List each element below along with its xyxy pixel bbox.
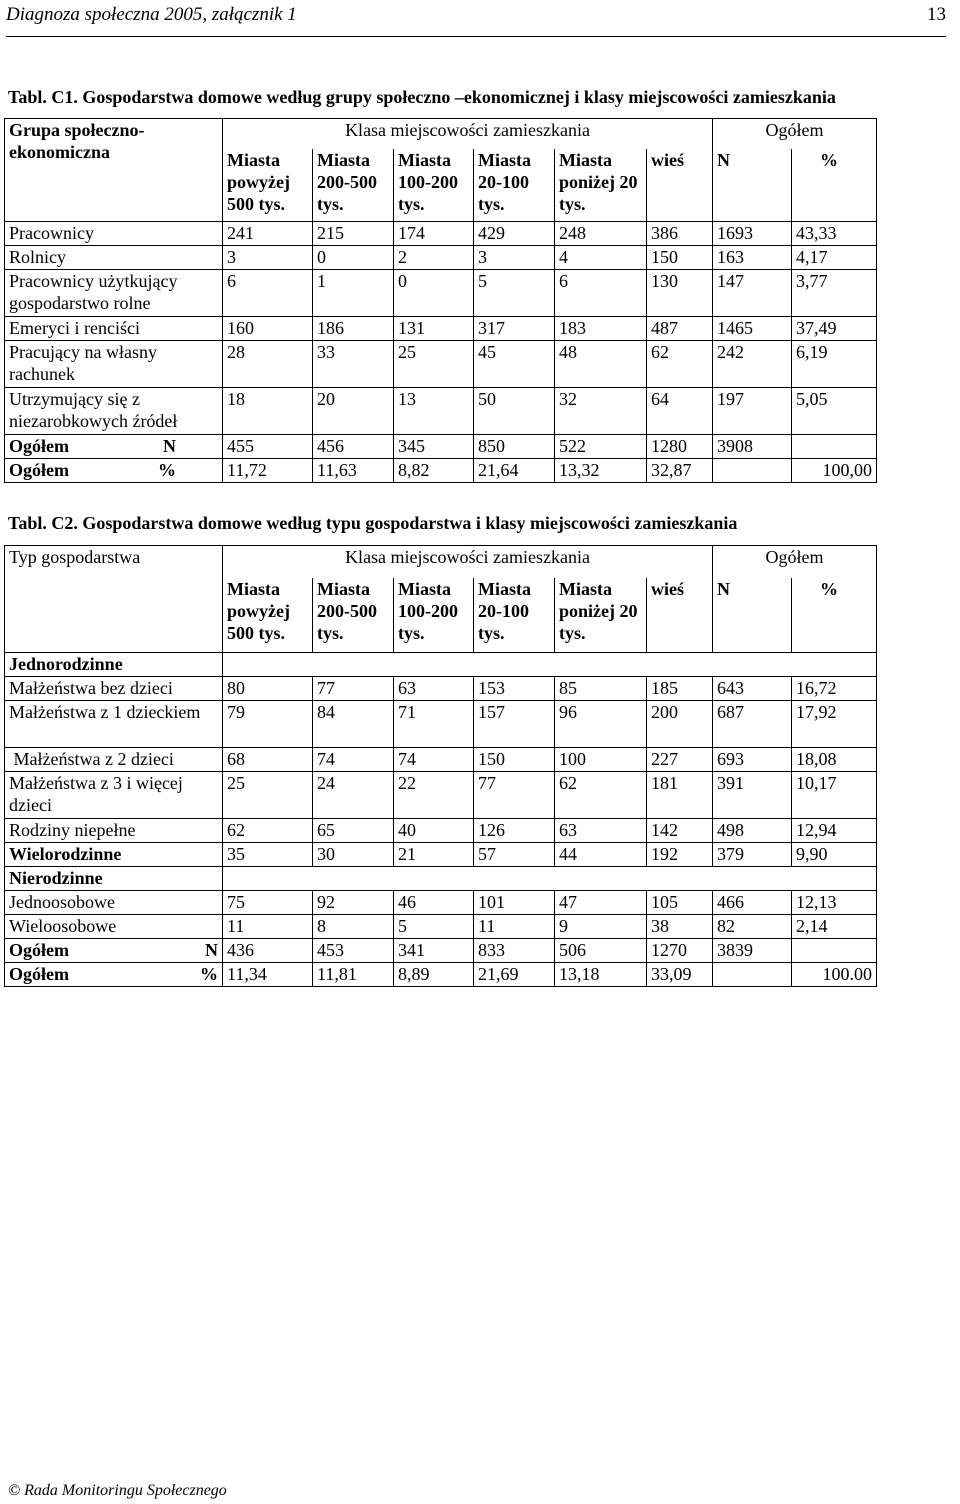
cell: 13 [394, 388, 474, 435]
cell: 455 [223, 435, 313, 459]
cell: 850 [474, 435, 555, 459]
cell: 85 [555, 677, 647, 701]
cell: 131 [394, 317, 474, 341]
table2-col-header: wieś [647, 578, 713, 653]
cell [713, 963, 792, 987]
cell: 215 [313, 222, 394, 246]
table2-col-header: Miasta powyżej 500 tys. [223, 578, 313, 653]
cell: 436 [223, 939, 313, 963]
cell: 18 [223, 388, 313, 435]
cell: 3 [474, 246, 555, 270]
cell: 153 [474, 677, 555, 701]
cell: 693 [713, 748, 792, 772]
footer-copyright: © Rada Monitoringu Społecznego [8, 1482, 227, 1499]
table1-col-header: Miasta 20-100 tys. [474, 149, 555, 222]
table-row [5, 388, 877, 435]
row-label: Małżeństwa z 1 dzieckiem [5, 701, 223, 748]
total-label [5, 435, 223, 459]
cell: 40 [394, 819, 474, 843]
total-unit: N [205, 940, 218, 960]
total-unit: % [200, 964, 218, 984]
cell: 192 [647, 843, 713, 867]
cell: 62 [223, 819, 313, 843]
table2 [4, 545, 877, 987]
cell: 25 [394, 341, 474, 388]
table2-col-header: % [792, 578, 877, 653]
cell: 248 [555, 222, 647, 246]
cell: 487 [647, 317, 713, 341]
cell: 1 [313, 270, 394, 317]
cell [792, 939, 877, 963]
total-label [5, 459, 223, 483]
row-label: Utrzymujący się z niezarobkowych źródeł [5, 388, 223, 435]
cell: 43,33 [792, 222, 877, 246]
cell: 6 [555, 270, 647, 317]
total-label-text: Ogółem [9, 940, 69, 960]
cell: 186 [313, 317, 394, 341]
row-label: Emeryci i renciści [5, 317, 223, 341]
cell: 242 [713, 341, 792, 388]
row-label: Pracownicy [5, 222, 223, 246]
cell: 163 [713, 246, 792, 270]
cell: 50 [474, 388, 555, 435]
cell: 3839 [713, 939, 792, 963]
cell: 18,08 [792, 748, 877, 772]
row-label: Pracownicy użytkujący gospodarstwo rolne [5, 270, 223, 317]
cell: 32 [555, 388, 647, 435]
cell: 105 [647, 891, 713, 915]
table1-class-header: Klasa miejscowości zamieszkania [223, 119, 713, 149]
cell: 466 [713, 891, 792, 915]
cell: 11 [223, 915, 313, 939]
table1-col-header: Miasta 200-500 tys. [313, 149, 394, 222]
cell: 9,90 [792, 843, 877, 867]
cell: 13,18 [555, 963, 647, 987]
page-header-title: Diagnoza społeczna 2005, załącznik 1 [6, 4, 297, 25]
cell: 227 [647, 748, 713, 772]
cell: 25 [223, 772, 313, 819]
table1-total-header: Ogółem [713, 119, 877, 149]
cell: 157 [474, 701, 555, 748]
cell: 1280 [647, 435, 713, 459]
total-unit: % [158, 460, 176, 480]
cell: 30 [313, 843, 394, 867]
cell: 5,05 [792, 388, 877, 435]
table-row [5, 748, 877, 772]
cell: 10,17 [792, 772, 877, 819]
table1-caption-text: Gospodarstwa domowe według grupy społeczno –ekonomicznej i klasy miejscowości zamieszkania [77, 87, 836, 107]
table-row [5, 677, 877, 701]
cell: 6 [223, 270, 313, 317]
cell: 2 [394, 246, 474, 270]
cell: 74 [313, 748, 394, 772]
cell: 68 [223, 748, 313, 772]
cell: 64 [647, 388, 713, 435]
total-row [5, 939, 877, 963]
cell: 1270 [647, 939, 713, 963]
cell: 3908 [713, 435, 792, 459]
cell: 37,49 [792, 317, 877, 341]
cell: 6,19 [792, 341, 877, 388]
cell: 456 [313, 435, 394, 459]
table-row [5, 246, 877, 270]
cell: 8,89 [394, 963, 474, 987]
total-label [5, 939, 223, 963]
section-row [5, 867, 877, 891]
cell: 21,69 [474, 963, 555, 987]
cell: 8 [313, 915, 394, 939]
total-row [5, 459, 877, 483]
table-row [5, 341, 877, 388]
cell: 150 [647, 246, 713, 270]
section-label: Nierodzinne [5, 867, 223, 891]
row-label: Wieloosobowe [5, 915, 223, 939]
cell: 317 [474, 317, 555, 341]
cell: 24 [313, 772, 394, 819]
total-unit: N [163, 436, 176, 456]
row-label: Rodziny niepełne [5, 819, 223, 843]
cell: 74 [394, 748, 474, 772]
cell: 9 [555, 915, 647, 939]
cell: 16,72 [792, 677, 877, 701]
table2-total-header: Ogółem [713, 546, 877, 578]
cell: 4,17 [792, 246, 877, 270]
cell: 0 [394, 270, 474, 317]
row-label: Małżeństwa z 3 i więcej dzieci [5, 772, 223, 819]
table1-caption [8, 87, 836, 108]
cell: 100.00 [792, 963, 877, 987]
table1-col-header: % [792, 149, 877, 222]
cell: 79 [223, 701, 313, 748]
cell: 100 [555, 748, 647, 772]
cell: 379 [713, 843, 792, 867]
cell: 2,14 [792, 915, 877, 939]
table2-type-header: Typ gospodarstwa [5, 546, 223, 653]
cell: 22 [394, 772, 474, 819]
cell: 28 [223, 341, 313, 388]
cell: 453 [313, 939, 394, 963]
cell: 11 [474, 915, 555, 939]
cell: 12,13 [792, 891, 877, 915]
cell: 65 [313, 819, 394, 843]
cell: 643 [713, 677, 792, 701]
cell: 13,32 [555, 459, 647, 483]
table-row [5, 915, 877, 939]
total-label-text: Ogółem [9, 964, 69, 984]
cell [713, 459, 792, 483]
cell: 32,87 [647, 459, 713, 483]
cell: 100,00 [792, 459, 877, 483]
cell: 71 [394, 701, 474, 748]
table1-col-header: Miasta poniżej 20 tys. [555, 149, 647, 222]
cell: 33 [313, 341, 394, 388]
cell: 82 [713, 915, 792, 939]
cell: 21 [394, 843, 474, 867]
cell: 174 [394, 222, 474, 246]
cell: 1693 [713, 222, 792, 246]
cell: 150 [474, 748, 555, 772]
table1-col-header: Miasta 100-200 tys. [394, 149, 474, 222]
cell: 1465 [713, 317, 792, 341]
table1-col-header: Miasta powyżej 500 tys. [223, 149, 313, 222]
cell: 0 [313, 246, 394, 270]
table1-group-header: Grupa społeczno-ekonomiczna [5, 119, 223, 222]
cell: 62 [555, 772, 647, 819]
table-row [5, 270, 877, 317]
cell: 197 [713, 388, 792, 435]
cell: 17,92 [792, 701, 877, 748]
cell: 130 [647, 270, 713, 317]
cell: 84 [313, 701, 394, 748]
cell: 77 [313, 677, 394, 701]
table-row [5, 222, 877, 246]
cell: 12,94 [792, 819, 877, 843]
cell: 48 [555, 341, 647, 388]
page-number: 13 [927, 4, 946, 25]
cell: 181 [647, 772, 713, 819]
cell: 11,63 [313, 459, 394, 483]
table2-class-header: Klasa miejscowości zamieszkania [223, 546, 713, 578]
table2-col-header: Miasta 100-200 tys. [394, 578, 474, 653]
cell: 5 [474, 270, 555, 317]
row-label: Małżeństwa z 2 dzieci [5, 748, 223, 772]
table-row [5, 701, 877, 748]
cell: 96 [555, 701, 647, 748]
row-label: Pracujący na własny rachunek [5, 341, 223, 388]
cell: 147 [713, 270, 792, 317]
row-label: Wielorodzinne [5, 843, 223, 867]
table2-col-header: N [713, 578, 792, 653]
table1-caption-prefix: Tabl. C1. [8, 87, 78, 107]
cell: 33,09 [647, 963, 713, 987]
cell [792, 435, 877, 459]
cell: 20 [313, 388, 394, 435]
total-label-text: Ogółem [9, 460, 69, 480]
row-label: Małżeństwa bez dzieci [5, 677, 223, 701]
page-header [6, 2, 946, 37]
cell: 92 [313, 891, 394, 915]
table2-col-header: Miasta 200-500 tys. [313, 578, 394, 653]
table2-caption [8, 513, 737, 534]
cell: 46 [394, 891, 474, 915]
table-row [5, 819, 877, 843]
table1-col-header: N [713, 149, 792, 222]
cell: 391 [713, 772, 792, 819]
table-row [5, 843, 877, 867]
cell: 126 [474, 819, 555, 843]
table2-caption-text: Gospodarstwa domowe według typu gospodarstwa i klasy miejscowości zamieszkania [77, 513, 738, 533]
total-row [5, 963, 877, 987]
section-label: Jednorodzinne [5, 653, 223, 677]
cell: 21,64 [474, 459, 555, 483]
table1-col-header: wieś [647, 149, 713, 222]
row-label: Rolnicy [5, 246, 223, 270]
cell: 4 [555, 246, 647, 270]
cell: 45 [474, 341, 555, 388]
cell: 5 [394, 915, 474, 939]
table2-caption-prefix: Tabl. C2. [8, 513, 78, 533]
cell: 57 [474, 843, 555, 867]
table-row [5, 317, 877, 341]
cell: 142 [647, 819, 713, 843]
table1 [4, 118, 877, 483]
cell: 35 [223, 843, 313, 867]
cell: 3 [223, 246, 313, 270]
cell: 3,77 [792, 270, 877, 317]
total-label [5, 963, 223, 987]
total-label-text: Ogółem [9, 436, 69, 456]
cell: 185 [647, 677, 713, 701]
cell: 522 [555, 435, 647, 459]
cell: 506 [555, 939, 647, 963]
cell: 47 [555, 891, 647, 915]
cell: 200 [647, 701, 713, 748]
table2-col-header: Miasta poniżej 20 tys. [555, 578, 647, 653]
cell: 77 [474, 772, 555, 819]
cell: 429 [474, 222, 555, 246]
cell: 8,82 [394, 459, 474, 483]
cell: 386 [647, 222, 713, 246]
cell: 241 [223, 222, 313, 246]
cell: 63 [394, 677, 474, 701]
cell: 80 [223, 677, 313, 701]
section-empty [223, 653, 877, 677]
cell: 38 [647, 915, 713, 939]
cell: 498 [713, 819, 792, 843]
cell: 11,34 [223, 963, 313, 987]
cell: 833 [474, 939, 555, 963]
total-row [5, 435, 877, 459]
table-row [5, 772, 877, 819]
cell: 44 [555, 843, 647, 867]
cell: 687 [713, 701, 792, 748]
section-empty [223, 867, 877, 891]
table-row [5, 891, 877, 915]
section-row [5, 653, 877, 677]
table2-col-header: Miasta 20-100 tys. [474, 578, 555, 653]
cell: 345 [394, 435, 474, 459]
cell: 101 [474, 891, 555, 915]
cell: 160 [223, 317, 313, 341]
cell: 11,81 [313, 963, 394, 987]
cell: 183 [555, 317, 647, 341]
cell: 63 [555, 819, 647, 843]
cell: 341 [394, 939, 474, 963]
cell: 75 [223, 891, 313, 915]
row-label: Jednoosobowe [5, 891, 223, 915]
cell: 62 [647, 341, 713, 388]
cell: 11,72 [223, 459, 313, 483]
